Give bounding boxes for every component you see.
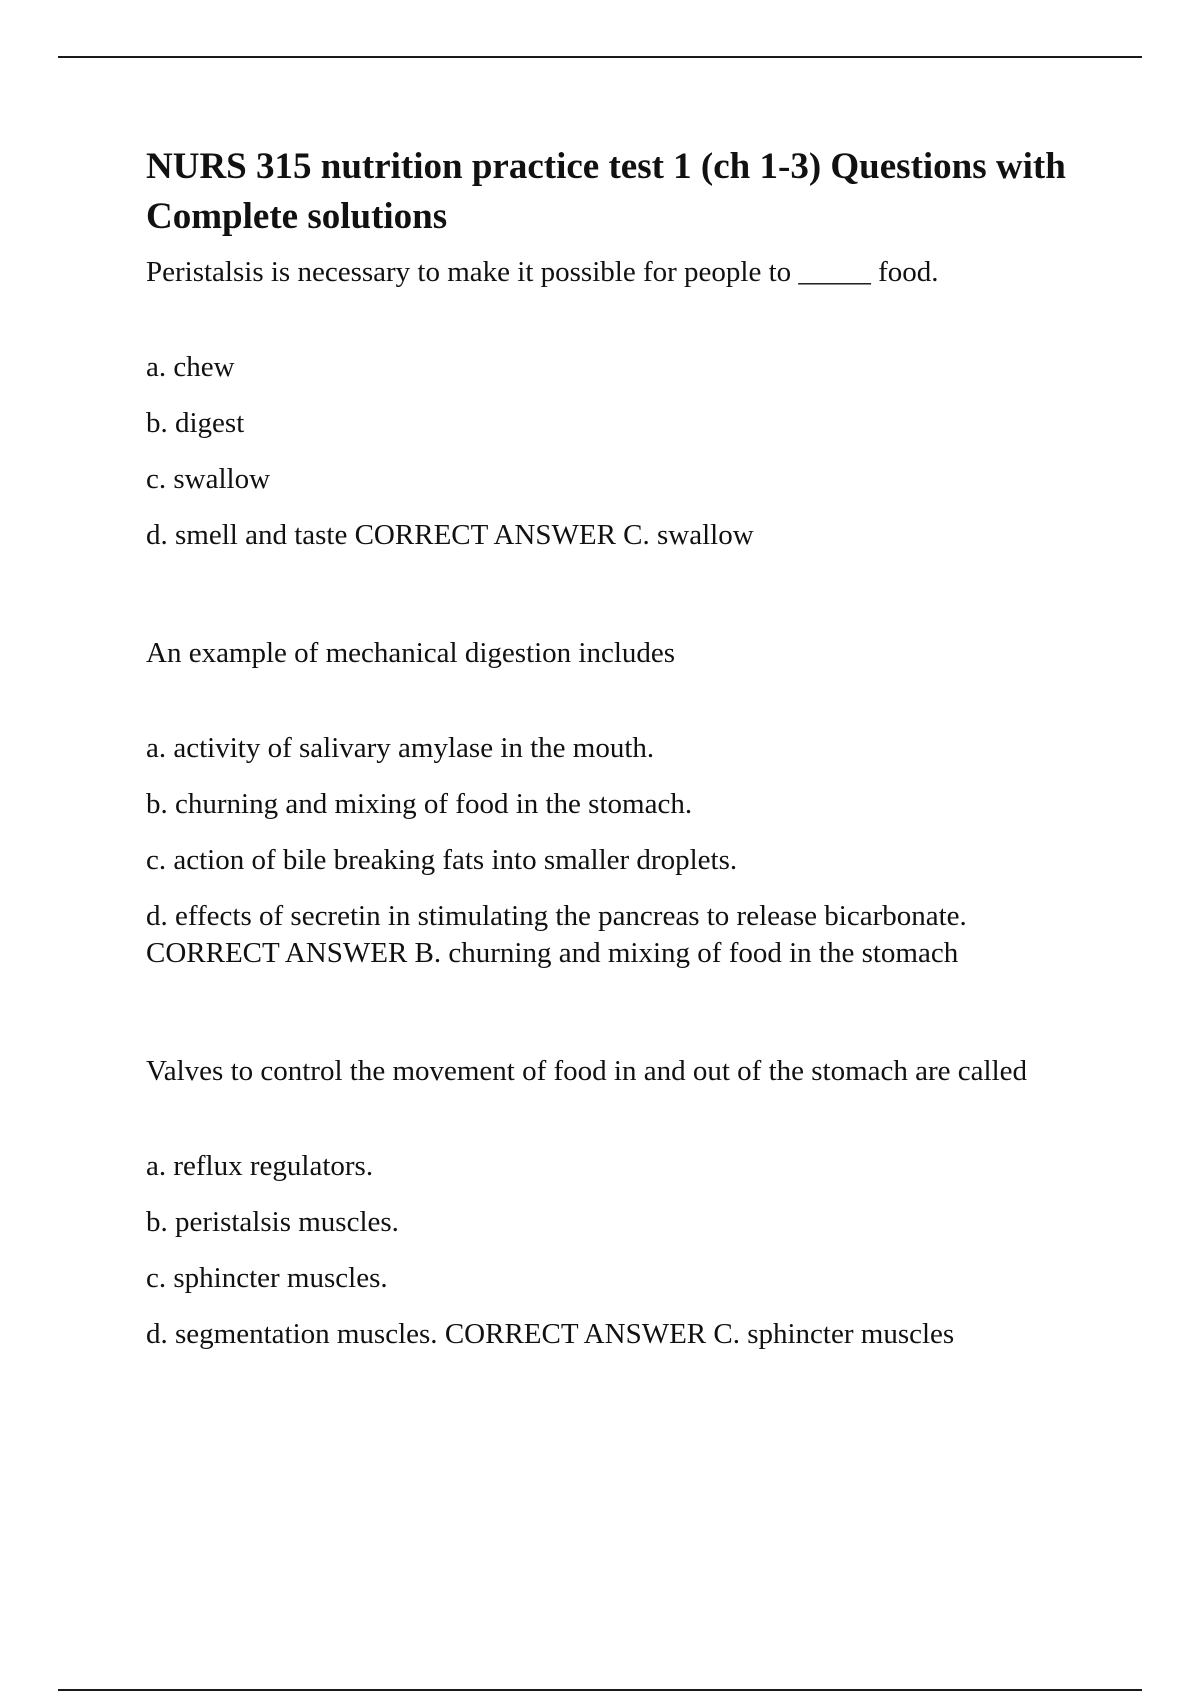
question-block — [146, 254, 1076, 635]
spacer — [146, 991, 1076, 1053]
option-item-with-answer — [146, 1316, 1076, 1353]
option-item: c. sphincter muscles. — [146, 1262, 388, 1294]
document-title: NURS 315 nutrition practice test 1 (ch 1-3) Questions with Complete solutions — [146, 146, 1066, 237]
option-text: d. effects of secretin in stimulating the pancreas to release bicarbonate. — [146, 900, 967, 932]
correct-answer: CORRECT ANSWER C. swallow — [354, 519, 754, 551]
question-block — [146, 635, 1076, 1053]
correct-answer: CORRECT ANSWER C. sphincter muscles — [444, 1318, 955, 1350]
option-item: c. swallow — [146, 463, 271, 495]
question-prompt: An example of mechanical digestion includes — [146, 637, 676, 669]
question-block — [146, 1053, 1076, 1353]
option-item: a. reflux regulators. — [146, 1150, 374, 1182]
option-item: b. digest — [146, 407, 245, 439]
spacer — [146, 573, 1076, 635]
option-item: b. churning and mixing of food in the stomach. — [146, 788, 693, 820]
option-text: d. smell and taste — [146, 519, 348, 551]
option-text: d. segmentation muscles. — [146, 1318, 438, 1350]
option-item: a. activity of salivary amylase in the mouth. — [146, 732, 655, 764]
question-prompt: Valves to control the movement of food in and out of the stomach are called — [146, 1055, 1028, 1087]
top-rule — [58, 56, 1142, 58]
option-item: c. action of bile breaking fats into smaller droplets. — [146, 844, 738, 876]
option-list — [146, 730, 1076, 972]
document-body — [146, 142, 1076, 1372]
option-item: a. chew — [146, 351, 235, 383]
option-list — [146, 349, 1076, 554]
bottom-rule — [58, 1689, 1142, 1691]
option-item: b. peristalsis muscles. — [146, 1206, 399, 1238]
option-item-with-answer — [146, 898, 1076, 972]
correct-answer: CORRECT ANSWER B. churning and mixing of food in the stomach — [146, 937, 959, 969]
option-item-with-answer — [146, 517, 1076, 554]
question-prompt: Peristalsis is necessary to make it possible for people to _____ food. — [146, 256, 939, 288]
option-list — [146, 1148, 1076, 1353]
